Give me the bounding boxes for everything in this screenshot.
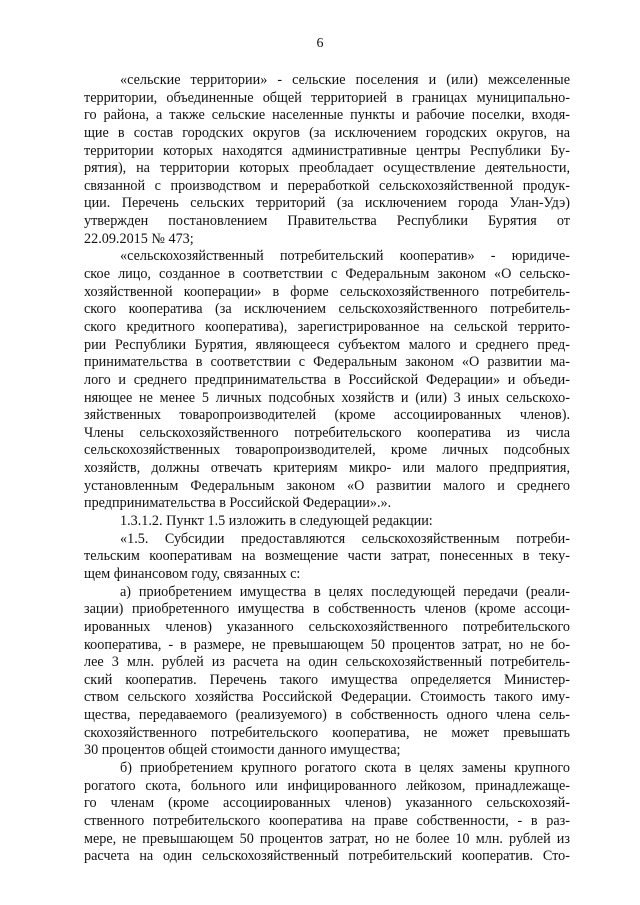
text-line: хозяйственной кооперации» в форме сельскохозяйственного потребитель- (84, 283, 570, 300)
text-line: б) приобретением крупного рогатого скота в целях замены крупного (120, 759, 570, 776)
text-line: кооператива, - в размере, не превышающем 50 процентов затрат, но не бо- (84, 636, 570, 653)
text-line: хозяйств, должны отвечать критериям микро- или малого предприятия, (84, 460, 570, 477)
text-line: рии Республики Бурятия, являющееся субъектом малого и среднего пред- (84, 336, 570, 353)
text-line: зяйственных товаропроизводителей (кроме ассоциированных членов). (84, 407, 570, 424)
text-line: щем финансовом году, связанных с: (84, 565, 301, 582)
text-line: территории которых находятся административные центры Республики Бу- (84, 142, 570, 159)
text-line: зации) приобретенного имущества в собственность членов (кроме ассоци- (84, 601, 570, 618)
text-line: территории, объединенные общей территорией в границах муниципально- (84, 89, 570, 106)
text-line: ированных членов) указанного сельскохозяйственного потребительского (84, 618, 570, 635)
text-line: лее 3 млн. рублей из расчета на один сельскохозяйственный потребитель- (84, 654, 570, 671)
text-line: ское лицо, созданное в соответствии с Федеральным законом «О сельско- (84, 266, 570, 283)
text-line: рогатого скота, больного или инфицированного лейкозом, принадлежаще- (84, 777, 570, 794)
text-line: «1.5. Субсидии предоставляются сельскохозяйственным потреби- (120, 530, 570, 547)
text-line: тельским кооперативам на возмещение части затрат, понесенных в теку- (84, 548, 570, 565)
text-line: щества, передаваемого (реализуемого) в собственность одного члена сель- (84, 707, 570, 724)
text-line: щие в состав городских округов (за исключением городских округов, на (84, 124, 570, 141)
text-line: ский кооператив. Перечень такого имущества определяется Министер- (84, 671, 570, 688)
text-line: связанной с производством и переработкой сельскохозяйственной продук- (84, 177, 570, 194)
text-line: ством сельского хозяйства Российской Федерации. Стоимость такого иму- (84, 689, 570, 706)
text-line: расчета на один сельскохозяйственный потребительский кооператив. Сто- (84, 848, 570, 865)
text-line: утвержден постановлением Правительства Республики Бурятия от (84, 213, 570, 230)
text-line: принимательства в соответствии с Федеральным законом «О развитии ма- (84, 354, 570, 371)
text-line: ского кооператива (за исключением сельскохозяйственного потребитель- (84, 301, 570, 318)
text-line: 1.3.1.2. Пункт 1.5 изложить в следующей редакции: (120, 513, 433, 530)
text-line: сельскохозяйственных товаропроизводителей, кроме личных подсобных (84, 442, 570, 459)
text-line: ции. Перечень сельских территорий (за исключением города Улан-Удэ) (84, 195, 570, 212)
text-line: установленным Федеральным законом «О развитии малого и среднего (84, 477, 570, 494)
text-line: Члены сельскохозяйственного потребительского кооператива из числа (84, 424, 570, 441)
page-number: 6 (316, 36, 324, 51)
text-line: мере, не превышающем 50 процентов затрат, но не более 10 млн. рублей из (84, 830, 570, 847)
text-line: лого и среднего предпринимательства в Российской Федерации» и объеди- (84, 371, 570, 388)
text-line: 22.09.2015 № 473; (84, 230, 194, 247)
text-line: го района, а также сельские населенные пункты и рабочие поселки, входя- (84, 107, 570, 124)
text-line: ского кредитного кооператива), зарегистрированное на сельской террито- (84, 318, 570, 335)
text-line: скохозяйственного потребительского кооператива, не может превышать (84, 724, 570, 741)
text-line: предпринимательства в Российской Федерации».». (84, 495, 392, 512)
text-line: а) приобретением имущества в целях последующей передачи (реали- (120, 583, 570, 600)
text-line: «сельские территории» - сельские поселения и (или) межселенные (120, 72, 570, 88)
text-line: ственного потребительского кооператива на праве собственности, - в раз- (84, 812, 570, 829)
text-line: рятия), на территории которых преобладает осуществление деятельности, (84, 160, 570, 177)
text-line: го членам (кроме ассоциированных членов) указанного сельскохозяй- (84, 795, 570, 812)
text-line: 30 процентов общей стоимости данного имущества; (84, 742, 401, 759)
text-line: няющее не менее 5 личных подсобных хозяйств и (или) 3 иных сельскохо- (84, 389, 570, 406)
text-line: «сельскохозяйственный потребительский кооператив» - юридиче- (120, 248, 570, 265)
document-body (84, 72, 570, 866)
